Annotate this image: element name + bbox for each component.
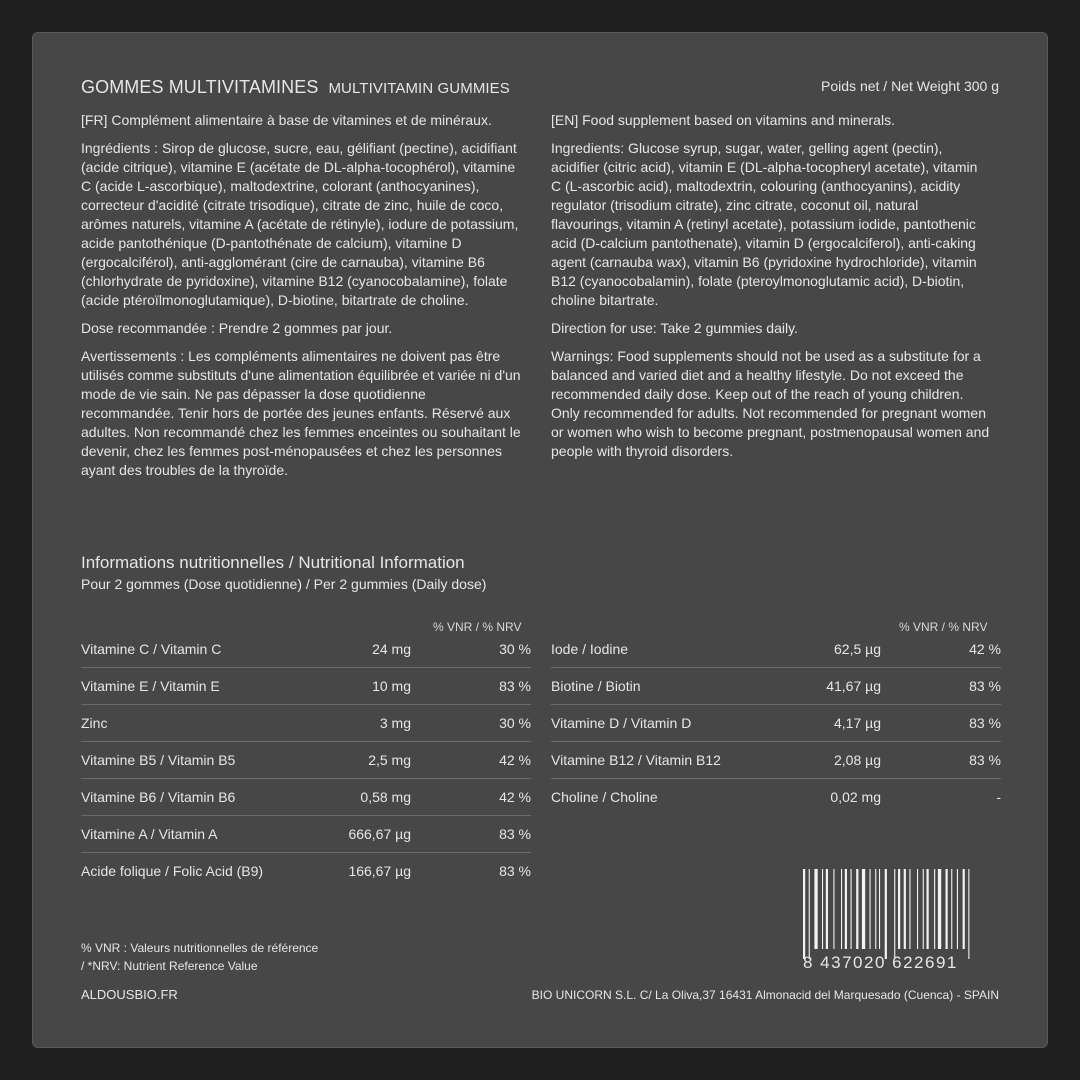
nrv-header-left: % VNR / % NRV — [433, 620, 522, 634]
nutrient-amount: 4,17 µg — [834, 715, 881, 731]
nutrient-name: Acide folique / Folic Acid (B9) — [81, 863, 264, 879]
company-address: BIO UNICORN S.L. C/ La Oliva,37 16431 Almonacid del Marquesado (Cuenca) - SPAIN — [531, 988, 999, 1002]
footnote-line-2: / *NRV: Nutrient Reference Value — [81, 959, 258, 973]
nutrient-amount: 10 mg — [372, 678, 411, 694]
net-weight: Poids net / Net Weight 300 g — [821, 78, 999, 94]
nutrition-table-right — [551, 631, 1001, 815]
barcode-icon — [801, 869, 1001, 959]
nutrient-amount: 2,5 mg — [368, 752, 411, 768]
english-column — [551, 111, 991, 470]
table-row — [81, 631, 531, 668]
nutrient-name: Vitamine E / Vitamin E — [81, 678, 220, 694]
nutrient-amount: 3 mg — [379, 715, 411, 731]
website-link[interactable]: ALDOUSBIO.FR — [81, 987, 178, 1002]
en-ingredients: Ingredients: Glucose syrup, sugar, water, gelling agent (pectin), acidifier (citric acid), vitamin E (DL-alpha-tocopheryl acetate), vitamin C (L-ascorbic acid), maltodextrin, colouring (anthocyanins), acidity regulator (trisodium citrate), zinc citrate, coconut oil, natural flavourings, vitamin A (retinyl acetate), potassium iodide, pantothenic acid (D-calcium pantothenate), vitamin D (ergocalciferol), anti-caking agent (carnauba wax), vitamin B6 (pyridoxine hydrochloride), vitamin B12 (cyanocobalamin), folate (pteroylmonoglutamic acid), D-biotin, choline bitartrate. — [551, 140, 978, 308]
nutrient-amount: 0,58 mg — [360, 789, 411, 805]
fr-ingredients: Ingrédients : Sirop de glucose, sucre, eau, gélifiant (pectine), acidifiant (acide citrique), vitamine E (acétate de DL-alpha-tocophérol), vitamine C (acide L-ascorbique), maltodextrine, colorant (anthocyanines), correcteur d'acidité (citrate trisodique), citrate de zinc, huile de coco, arômes naturels, vitamine A (acétate de rétinyle), iodure de potassium, acide pantothénique (D-pantothénate de calcium), vitamine D (ergocalciférol), anti-agglomérant (cire de carnauba), vitamine B6 (chlorhydrate de pyridoxine), vitamine B12 (cyanocobalamine), folate (acide ptéroïlmonoglutamique), D-biotine, bitartrate de choline. — [81, 140, 519, 308]
nutrient-nrv: 42 % — [499, 789, 531, 805]
nutrient-nrv: 42 % — [969, 641, 1001, 657]
nutrient-name: Iode / Iodine — [551, 641, 629, 657]
nutrient-name: Vitamine D / Vitamin D — [551, 715, 692, 731]
nutrient-name: Vitamine B12 / Vitamin B12 — [551, 752, 721, 768]
table-row — [551, 779, 1001, 815]
table-row — [551, 668, 1001, 705]
nutrient-nrv: - — [996, 789, 1001, 805]
nrv-header-right: % VNR / % NRV — [899, 620, 988, 634]
nutrient-nrv: 30 % — [499, 641, 531, 657]
fr-intro: [FR] Complément alimentaire à base de vitamines et de minéraux. — [81, 112, 492, 128]
nutrient-amount: 41,67 µg — [826, 678, 881, 694]
table-row — [551, 631, 1001, 668]
fr-dose: Dose recommandée : Prendre 2 gommes par jour. — [81, 320, 393, 336]
nutrient-amount: 24 mg — [372, 641, 411, 657]
nutrient-name: Vitamine A / Vitamin A — [81, 826, 218, 842]
nutrient-amount: 2,08 µg — [834, 752, 881, 768]
fr-warnings: Avertissements : Les compléments alimentaires ne doivent pas être utilisés comme substituts d'une alimentation équilibrée et variée ni d'un mode de vie sain. Ne pas dépasser la dose quotidienne recommandée. Tenir hors de portée des jeunes enfants. Réservé aux adultes. Non recommandé chez les femmes enceintes ou souhaitant le devenir, chez les femmes post-ménopausées et chez les personnes ayant des troubles de la thyroïde. — [81, 348, 521, 478]
nutrient-name: Choline / Choline — [551, 789, 658, 805]
en-intro: [EN] Food supplement based on vitamins and minerals. — [551, 112, 895, 128]
nutrient-nrv: 83 % — [969, 715, 1001, 731]
nutrient-name: Zinc — [81, 715, 108, 731]
nutrient-nrv: 83 % — [499, 826, 531, 842]
nutrient-nrv: 83 % — [499, 863, 531, 879]
nutrient-amount: 0,02 mg — [830, 789, 881, 805]
nutrition-subtitle: Pour 2 gommes (Dose quotidienne) / Per 2 gummies (Daily dose) — [81, 576, 487, 592]
nutrient-name: Vitamine B6 / Vitamin B6 — [81, 789, 236, 805]
nutrient-amount: 166,67 µg — [348, 863, 411, 879]
label-panel — [32, 32, 1048, 1048]
table-row — [81, 779, 531, 816]
nutrient-nrv: 42 % — [499, 752, 531, 768]
nutrient-name: Vitamine B5 / Vitamin B5 — [81, 752, 236, 768]
table-row — [81, 742, 531, 779]
en-warnings: Warnings: Food supplements should not be used as a substitute for a balanced and varied diet and a healthy lifestyle. Do not exceed the recommended daily dose. Keep out of the reach of young children. Only recommended for adults. Not recommended for pregnant women or women who wish to become pregnant, postmenopausal women and people with thyroid disorders. — [551, 348, 990, 459]
table-row — [81, 853, 531, 889]
table-row — [81, 816, 531, 853]
table-row — [551, 742, 1001, 779]
table-row — [551, 705, 1001, 742]
barcode-number: 8 437020 622691 — [803, 953, 958, 972]
french-column — [81, 111, 521, 489]
table-row — [81, 668, 531, 705]
en-direction: Direction for use: Take 2 gummies daily. — [551, 320, 798, 336]
title-en: MULTIVITAMIN GUMMIES — [328, 80, 510, 97]
footnote-line-1: % VNR : Valeurs nutritionnelles de référence — [81, 941, 319, 955]
nutrition-table-left — [81, 631, 531, 889]
table-row — [81, 705, 531, 742]
nutrient-nrv: 30 % — [499, 715, 531, 731]
nutrient-nrv: 83 % — [969, 678, 1001, 694]
nutrient-nrv: 83 % — [499, 678, 531, 694]
product-title — [81, 77, 510, 98]
nutrient-name: Biotine / Biotin — [551, 678, 641, 694]
nutrient-amount: 666,67 µg — [348, 826, 411, 842]
title-fr: GOMMES MULTIVITAMINES — [81, 77, 319, 97]
nutrient-nrv: 83 % — [969, 752, 1001, 768]
nutrient-amount: 62,5 µg — [834, 641, 881, 657]
nutrition-title: Informations nutritionnelles / Nutritional Information — [81, 553, 465, 572]
nutrient-name: Vitamine C / Vitamin C — [81, 641, 222, 657]
nrv-footnote — [81, 939, 318, 975]
